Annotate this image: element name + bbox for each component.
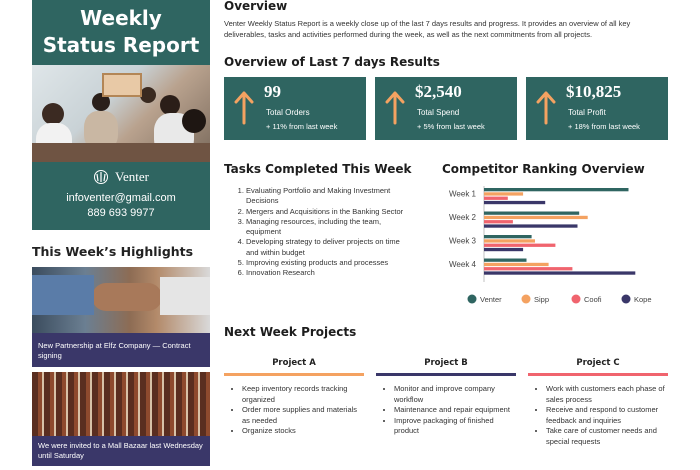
brand-logo-icon bbox=[93, 170, 109, 184]
project-task-list bbox=[224, 384, 364, 437]
stat-value: 99 bbox=[264, 82, 281, 101]
team-meeting-photo bbox=[32, 65, 210, 162]
chart-bar-kope bbox=[484, 248, 523, 251]
project-task: • Maintenance and repair equipment bbox=[394, 405, 516, 416]
stat-card-orders bbox=[224, 77, 366, 140]
arrow-up-icon bbox=[536, 91, 556, 125]
chart-bar-kope bbox=[484, 201, 545, 204]
report-title-line2: Status Report bbox=[42, 33, 200, 57]
brand-logo bbox=[32, 168, 210, 186]
stat-card-spend bbox=[375, 77, 517, 140]
tasks-title: Tasks Completed This Week bbox=[224, 162, 412, 176]
legend-swatch-sipp bbox=[522, 295, 531, 304]
chart-title: Competitor Ranking Overview bbox=[442, 162, 645, 176]
project-task: • Keep inventory records tracking organized bbox=[242, 384, 364, 405]
stat-label: Total Profit bbox=[568, 108, 606, 117]
legend-label-sipp: Sipp bbox=[534, 295, 550, 304]
chart-bar-coofi bbox=[484, 220, 513, 223]
task-item: 2. Mergers and Acquisitions in the Banking Sector bbox=[246, 207, 414, 217]
highlight-caption-1: New Partnership at Elfz Company — Contract signing bbox=[32, 333, 210, 367]
task-item: 4. Developing strategy to deliver projects on time and within budget bbox=[246, 237, 414, 258]
tasks-list bbox=[224, 186, 414, 279]
handshake-photo bbox=[32, 267, 210, 333]
legend-label-coofi: Coofi bbox=[584, 295, 602, 304]
task-item: 5. Improving existing products and processes bbox=[246, 258, 414, 268]
task-item: 1. Evaluating Portfolio and Making Investment Decisions bbox=[246, 186, 414, 207]
chart-bar-sipp bbox=[484, 216, 588, 219]
competitor-chart-section bbox=[442, 162, 672, 312]
competitor-chart bbox=[442, 174, 672, 314]
stat-value: $10,825 bbox=[566, 82, 622, 101]
next-week-section bbox=[224, 325, 670, 446]
stat-value: $2,540 bbox=[415, 82, 462, 101]
project-task: • Monitor and improve company workflow bbox=[394, 384, 516, 405]
report-title bbox=[32, 0, 210, 65]
project-task: • Take care of customer needs and special requests bbox=[546, 426, 668, 447]
task-item: 3. Managing resources, including the team, equipment bbox=[246, 217, 414, 238]
stat-label: Total Orders bbox=[266, 108, 310, 117]
legend-swatch-venter bbox=[468, 295, 477, 304]
project-card-a bbox=[224, 358, 364, 437]
chart-bar-sipp bbox=[484, 192, 523, 195]
chart-bar-sipp bbox=[484, 263, 549, 266]
chart-bar-kope bbox=[484, 271, 635, 274]
project-name: Project A bbox=[272, 358, 316, 368]
project-task: • Improve packaging of finished product bbox=[394, 416, 516, 437]
project-task: • Work with customers each phase of sales process bbox=[546, 384, 668, 405]
chart-bar-coofi bbox=[484, 267, 572, 270]
project-name: Project C bbox=[576, 358, 620, 368]
chart-bar-venter bbox=[484, 188, 629, 191]
project-task: • Receive and respond to customer feedback and inquiries bbox=[546, 405, 668, 426]
stat-change: + 18% from last week bbox=[568, 122, 640, 131]
arrow-up-icon bbox=[385, 91, 405, 125]
stat-card-profit bbox=[526, 77, 668, 140]
overview-text: Venter Weekly Status Report is a weekly close up of the last 7 days results and progress. It provides an overview of all key deliverables, tasks and activities performed during the week, as well as the next commitments from all projects. bbox=[224, 19, 631, 39]
chart-bar-sipp bbox=[484, 239, 535, 242]
left-column bbox=[32, 0, 210, 470]
chart-bar-coofi bbox=[484, 244, 555, 247]
project-divider bbox=[376, 373, 516, 376]
conference-photo bbox=[32, 372, 210, 436]
project-name: Project B bbox=[424, 358, 468, 368]
highlight-caption-2: We were invited to a Mall Bazaar last Wednesday until Saturday bbox=[32, 436, 210, 466]
legend-label-venter: Venter bbox=[480, 295, 502, 304]
chart-bar-venter bbox=[484, 259, 527, 262]
stat-change: + 11% from last week bbox=[266, 122, 338, 131]
report-title-line1: Weekly bbox=[80, 6, 162, 30]
project-task-list bbox=[528, 384, 668, 447]
arrow-up-icon bbox=[234, 91, 254, 125]
next-title: Next Week Projects bbox=[224, 325, 357, 339]
stat-label: Total Spend bbox=[417, 108, 460, 117]
project-divider bbox=[528, 373, 668, 376]
chart-category-label: Week 1 bbox=[449, 189, 476, 199]
contact-email[interactable]: infoventer@gmail.com bbox=[66, 192, 176, 204]
chart-category-label: Week 4 bbox=[449, 260, 476, 269]
legend-swatch-kope bbox=[622, 295, 631, 304]
stat-change: + 5% from last week bbox=[417, 122, 485, 131]
chart-bar-coofi bbox=[484, 197, 508, 200]
task-item: 6. Innovation Research bbox=[246, 268, 414, 278]
contact-phone: 889 693 9977 bbox=[87, 207, 155, 219]
project-card-b bbox=[376, 358, 516, 437]
project-task: • Order more supplies and materials as needed bbox=[242, 405, 364, 426]
brand-name: Venter bbox=[115, 169, 149, 184]
project-task: • Organize stocks bbox=[242, 426, 364, 437]
results-cards bbox=[224, 77, 668, 140]
highlights-title: This Week’s Highlights bbox=[32, 244, 194, 259]
chart-category-label: Week 2 bbox=[449, 213, 476, 222]
chart-bar-venter bbox=[484, 212, 579, 215]
project-card-c bbox=[528, 358, 668, 447]
project-task-list bbox=[376, 384, 516, 437]
project-divider bbox=[224, 373, 364, 376]
contact-box bbox=[32, 162, 210, 230]
legend-swatch-coofi bbox=[572, 295, 581, 304]
results-title: Overview of Last 7 days Results bbox=[224, 55, 440, 69]
chart-category-label: Week 3 bbox=[449, 236, 476, 246]
legend-label-kope: Kope bbox=[634, 295, 652, 304]
main-content bbox=[224, 0, 670, 446]
overview-title: Overview bbox=[224, 0, 288, 13]
tasks-section bbox=[224, 162, 414, 279]
chart-bar-kope bbox=[484, 224, 578, 227]
chart-bar-venter bbox=[484, 235, 532, 238]
